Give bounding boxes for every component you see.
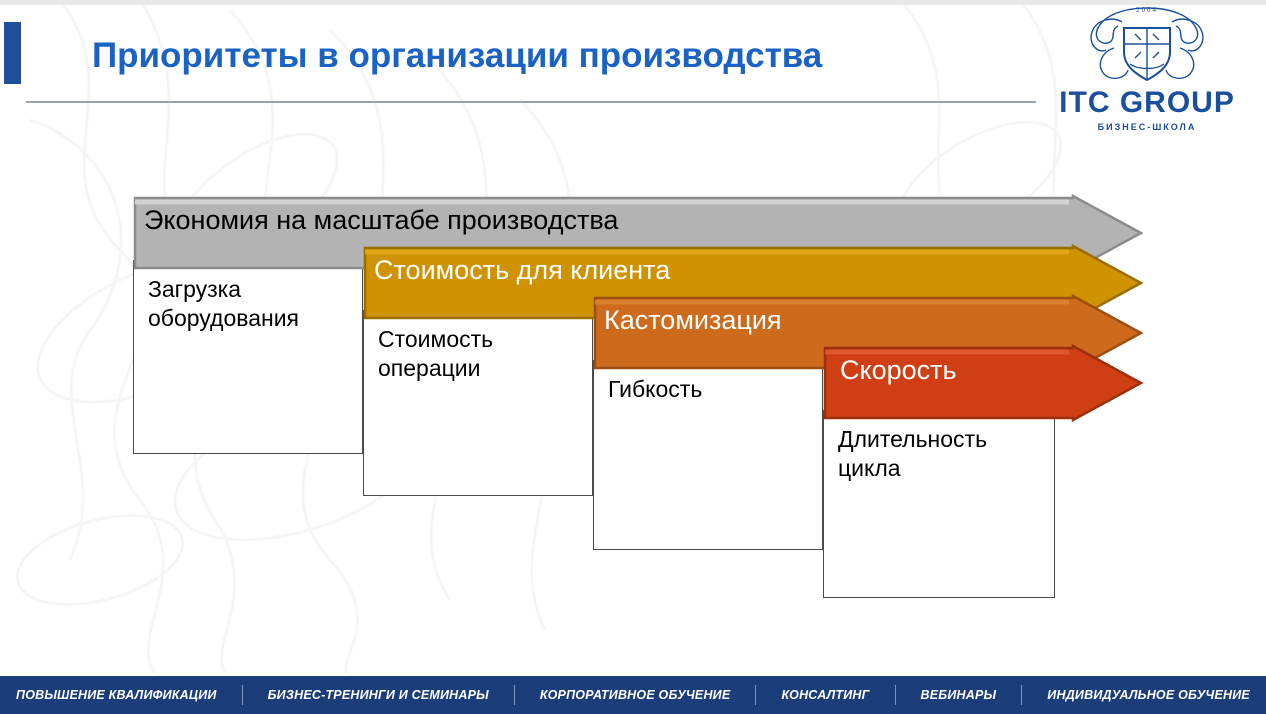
footer-item-0: ПОВЫШЕНИЕ КВАЛИФИКАЦИИ — [16, 688, 217, 702]
crest-icon — [1052, 2, 1242, 86]
logo — [1052, 2, 1242, 130]
logo-subtitle: БИЗНЕС-ШКОЛА — [1097, 122, 1197, 132]
stage-box-1 — [133, 260, 363, 454]
stage-box-2 — [363, 310, 593, 496]
footer-separator — [242, 685, 243, 705]
stage-box-label-2: Стоимость операции — [378, 326, 494, 382]
footer-item-4: ВЕБИНАРЫ — [920, 688, 997, 702]
footer-bar — [0, 676, 1266, 714]
stage-box-label-4: Длительность цикла — [838, 426, 988, 482]
stage-arrow-label-4: Скорость — [840, 355, 957, 385]
title-accent-bar — [4, 22, 21, 84]
footer-item-5: ИНДИВИДУАЛЬНОЕ ОБУЧЕНИЕ — [1047, 688, 1250, 702]
logo-text: ITC GROUP — [1059, 86, 1235, 119]
stage-box-label-3: Гибкость — [608, 376, 703, 402]
footer-separator — [755, 685, 756, 705]
footer-item-3: КОНСАЛТИНГ — [781, 688, 870, 702]
footer-item-2: КОРПОРАТИВНОЕ ОБУЧЕНИЕ — [539, 688, 731, 702]
stage-box-4 — [823, 410, 1055, 598]
footer-separator — [1021, 685, 1022, 705]
footer-separator — [514, 685, 515, 705]
footer-item-1: БИЗНЕС-ТРЕНИНГИ И СЕМИНАРЫ — [267, 688, 489, 702]
svg-text:2004: 2004 — [1136, 6, 1158, 14]
stage-arrow-label-3: Кастомизация — [604, 305, 782, 335]
stage-box-3 — [593, 360, 823, 550]
footer-separator — [895, 685, 896, 705]
page-title: Приоритеты в организации производства — [92, 36, 823, 75]
stage-arrow-label-2: Стоимость для клиента — [374, 255, 671, 285]
title-underline — [26, 101, 1036, 103]
stage-arrow-label-1: Экономия на масштабе производства — [144, 205, 619, 235]
stage-box-label-1: Загрузка оборудования — [148, 276, 299, 332]
